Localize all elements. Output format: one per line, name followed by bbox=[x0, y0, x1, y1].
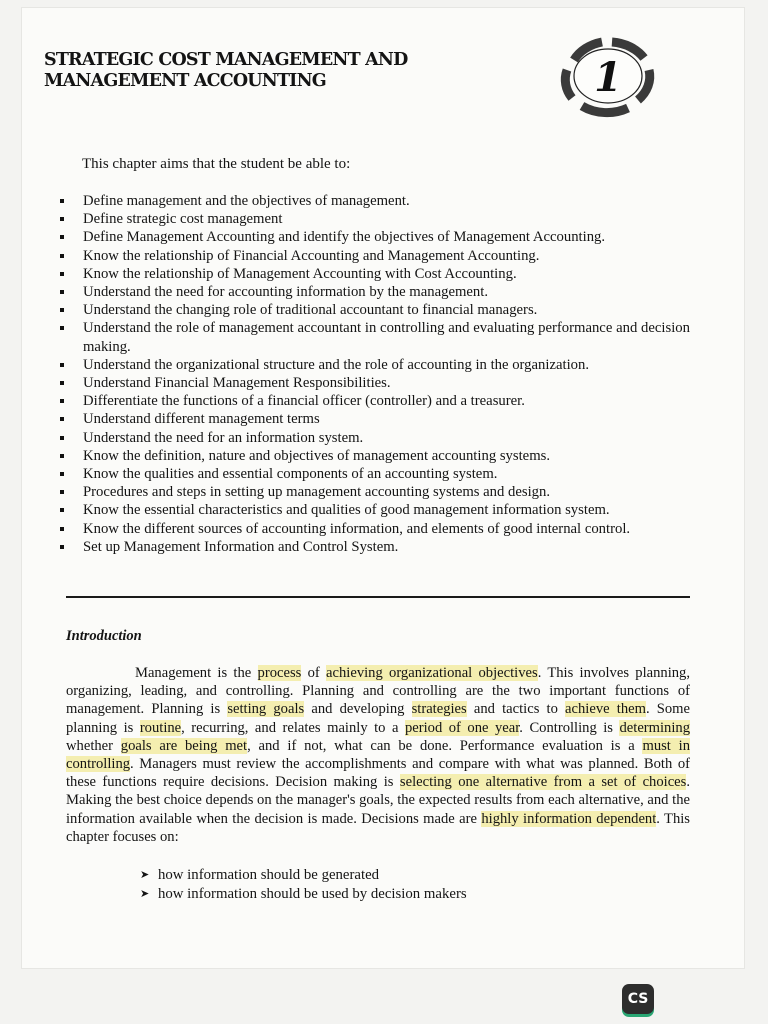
highlighted-phrase: achieve them bbox=[565, 701, 646, 718]
paragraph-text: , and if not, what can be done. Performance evaluation is a bbox=[247, 737, 643, 754]
paragraph-text: . Some planning is bbox=[66, 701, 691, 736]
objective-text: Know the relationship of Financial Accounting and Management Accounting. bbox=[83, 247, 540, 264]
objective-item bbox=[56, 429, 690, 447]
camscanner-logo: CS bbox=[622, 984, 654, 1014]
introduction-paragraph bbox=[66, 664, 690, 846]
highlighted-phrase: highly information dependent bbox=[481, 810, 657, 827]
objective-item bbox=[56, 465, 690, 483]
focus-list bbox=[140, 866, 467, 904]
bullet-icon bbox=[60, 508, 64, 512]
paragraph-text: of bbox=[301, 665, 327, 681]
objective-text: Know the essential characteristics and qualities of good management information system. bbox=[83, 502, 610, 519]
arrow-bullet-icon: ➤ bbox=[140, 869, 150, 881]
highlighted-phrase: period of one year bbox=[404, 719, 520, 736]
paragraph-text: . Controlling is bbox=[519, 719, 620, 736]
section-divider bbox=[66, 596, 690, 598]
objective-item bbox=[56, 410, 690, 428]
paragraph-text: , recurring, and relates mainly to a bbox=[181, 719, 405, 736]
bullet-icon bbox=[60, 545, 64, 549]
objective-text: Know the relationship of Management Accounting with Cost Accounting. bbox=[83, 265, 517, 282]
objective-item bbox=[56, 319, 690, 355]
paragraph-text: whether bbox=[66, 737, 121, 754]
chapter-title-line2: MANAGEMENT ACCOUNTING bbox=[44, 71, 326, 91]
highlighted-phrase: determining bbox=[619, 719, 691, 736]
objective-text: Know the different sources of accounting information, and elements of good internal control. bbox=[83, 520, 631, 537]
arrow-bullet-icon: ➤ bbox=[140, 888, 150, 900]
bullet-icon bbox=[60, 199, 64, 203]
objective-text: Set up Management Information and Control System. bbox=[83, 538, 399, 555]
bullet-icon bbox=[60, 290, 64, 294]
paragraph-text: . Managers must review the accomplishments and compare with what was planned. Both of these functions require decisions. Decision making is bbox=[66, 756, 690, 791]
objective-item bbox=[56, 247, 690, 265]
objective-text: Define management and the objectives of management. bbox=[83, 193, 410, 209]
objective-text: Know the qualities and essential components of an accounting system. bbox=[83, 466, 498, 483]
objective-item bbox=[56, 283, 690, 301]
bullet-icon bbox=[60, 363, 64, 367]
objective-item bbox=[56, 192, 690, 210]
paragraph-text: . Making the best choice depends on the manager's goals, the expected results from each alternative, and the information available when the decision is made. Decisions made are bbox=[66, 774, 690, 827]
objective-text: Understand the role of management accountant in controlling and evaluating performance and decision making. bbox=[83, 320, 690, 355]
objective-item bbox=[56, 538, 690, 556]
objective-text: Understand Financial Management Responsibilities. bbox=[83, 375, 391, 392]
objective-item bbox=[56, 392, 690, 410]
paragraph-text: . This chapter focuses on: bbox=[66, 810, 690, 845]
bullet-icon bbox=[60, 381, 64, 385]
focus-item bbox=[140, 866, 467, 885]
objective-item bbox=[56, 228, 690, 246]
objective-text: Understand the need for an information system. bbox=[83, 429, 364, 446]
bullet-icon bbox=[60, 272, 64, 276]
highlighted-phrase: setting goals bbox=[227, 701, 305, 718]
objective-text: Differentiate the functions of a financial officer (controller) and a treasurer. bbox=[83, 393, 525, 410]
highlighted-phrase: strategies bbox=[411, 701, 467, 718]
focus-item bbox=[140, 885, 467, 904]
objective-item bbox=[56, 501, 690, 519]
bullet-icon bbox=[60, 436, 64, 440]
highlighted-phrase: process bbox=[257, 665, 302, 681]
objective-text: Understand the changing role of traditional accountant to financial managers. bbox=[83, 302, 538, 319]
paragraph-text: and tactics to bbox=[466, 701, 566, 718]
paragraph-text: and developing bbox=[304, 701, 412, 718]
objectives-list bbox=[56, 192, 690, 556]
highlighted-phrase: selecting one alternative from a set of choices bbox=[399, 774, 687, 791]
bullet-icon bbox=[60, 235, 64, 239]
objective-text: Define Management Accounting and identify the objectives of Management Accounting. bbox=[83, 229, 606, 246]
objective-text: Know the definition, nature and objectives of management accounting systems. bbox=[83, 447, 551, 464]
chapter-number-badge bbox=[552, 30, 662, 120]
objective-text: Define strategic cost management bbox=[83, 211, 283, 228]
bullet-icon bbox=[60, 217, 64, 221]
objective-item bbox=[56, 374, 690, 392]
objective-text: Procedures and steps in setting up management accounting systems and design. bbox=[83, 484, 551, 501]
bullet-icon bbox=[60, 527, 64, 531]
chapter-title bbox=[44, 50, 407, 92]
objective-text: Understand the need for accounting information by the management. bbox=[83, 284, 488, 301]
focus-item-text: how information should be generated bbox=[158, 867, 380, 883]
highlighted-phrase: goals are being met bbox=[120, 737, 248, 754]
bullet-icon bbox=[60, 308, 64, 312]
objective-item bbox=[56, 520, 690, 538]
bullet-icon bbox=[60, 454, 64, 458]
highlighted-phrase: achieving organizational objectives bbox=[326, 665, 538, 681]
objective-item bbox=[56, 265, 690, 283]
highlighted-phrase: must in controlling bbox=[66, 737, 690, 773]
bullet-icon bbox=[60, 399, 64, 403]
bullet-icon bbox=[60, 417, 64, 421]
objective-item bbox=[56, 210, 690, 228]
objective-text: Understand different management terms bbox=[83, 411, 320, 428]
objective-item bbox=[56, 447, 690, 465]
objective-item bbox=[56, 301, 690, 319]
chapter-title-line1: STRATEGIC COST MANAGEMENT AND bbox=[44, 50, 408, 70]
bullet-icon bbox=[60, 254, 64, 258]
objective-text: Understand the organizational structure and the role of accounting in the organization. bbox=[83, 356, 590, 373]
objective-item bbox=[56, 483, 690, 501]
bullet-icon bbox=[60, 472, 64, 476]
focus-item-text: how information should be used by decision makers bbox=[158, 886, 467, 902]
highlighted-phrase: routine bbox=[139, 719, 182, 736]
bullet-icon bbox=[60, 326, 64, 330]
chapter-number: 1 bbox=[594, 54, 622, 101]
paragraph-text: . This involves planning, organizing, leading, and controlling. Planning and controlling are the two important functions of management. Planning is bbox=[66, 665, 691, 718]
bullet-icon bbox=[60, 490, 64, 494]
objective-item bbox=[56, 356, 690, 374]
section-heading-introduction: Introduction bbox=[66, 628, 142, 644]
paragraph-text: Management is the bbox=[66, 665, 258, 681]
objectives-intro: This chapter aims that the student be able to: bbox=[82, 156, 351, 172]
